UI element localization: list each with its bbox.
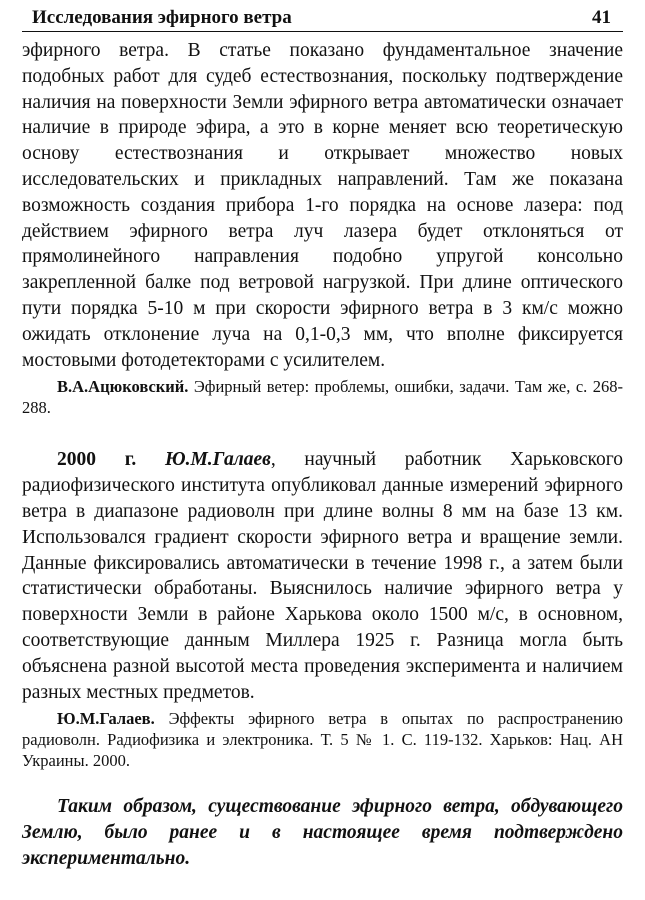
entry-author: Ю.М.Галаев — [164, 449, 271, 471]
running-header — [22, 0, 623, 32]
section-gap — [22, 418, 623, 441]
running-header-title: Исследования эфирного ветра — [32, 7, 292, 28]
section-gap — [22, 771, 623, 794]
entry-year: 2000 г. — [57, 449, 137, 471]
reference-text: Эфирный ветер: проблемы, ошибки, задачи. Там же, с. 268-288. — [22, 377, 623, 418]
reference-author: Ю.М.Галаев. — [57, 709, 155, 729]
entry-text: , научный работник Харьковского радиофизического института опубликовал данные измерений эфирного ветра в диапазоне радиоволн при длине волны 8 мм на базе 13 км. Использовался градиент скорости эфирного ветра и вращение земли. Данные фиксировались автоматически в течение 1998 г., а затем были статистически обработаны. Выяснилось наличие эфирного ветра у поверхности Земли в районе Харькова около 1500 м/с, в основном, соответствующие данным Миллера 1925 г. Разница могла быть объяснена разной высотой места проведения эксперимента и наличием разных местных предметов. — [22, 449, 624, 703]
paragraph-galaev — [22, 447, 623, 705]
paragraph-continuation: эфирного ветра. В статье показано фундаментальное значение подобных работ для судеб естествознания, поскольку подтверждение наличия на поверхности Земли эфирного ветра автоматически означает наличие в природе эфира, а это в корне меняет всю теоретическую основу естествознания и открывает множество новых исследовательских и прикладных направлений. Там же показана возможность создания прибора 1-го порядка на основе лазера: под действием эфирного ветра луч лазера будет отклоняться от прямолинейного направления подобно упругой консольно закрепленной балке под ветровой нагрузкой. При длине оптического пути порядка 5-10 м при скорости эфирного ветра в 3 км/с можно ожидать отклонение луча на 0,1-0,3 мм, что вполне фиксируется мостовыми фотодетекторами с усилителем. — [22, 40, 623, 371]
conclusion-paragraph: Таким образом, существование эфирного ветра, обдувающего Землю, было ранее и в настоящее время подтверждено экспериментально. — [22, 796, 623, 869]
reference-galaev — [22, 708, 623, 771]
reference-author: В.А.Ацюковский. — [57, 377, 189, 397]
reference-atsyukovsky — [22, 376, 623, 418]
page-number: 41 — [592, 7, 611, 28]
reference-text: Эффекты эфирного ветра в опытах по распространению радиоволн. Радиофизика и электроника. Т. 5 № 1. С. 119-132. Харьков: Нац. АН Украины. 2000. — [22, 709, 623, 771]
